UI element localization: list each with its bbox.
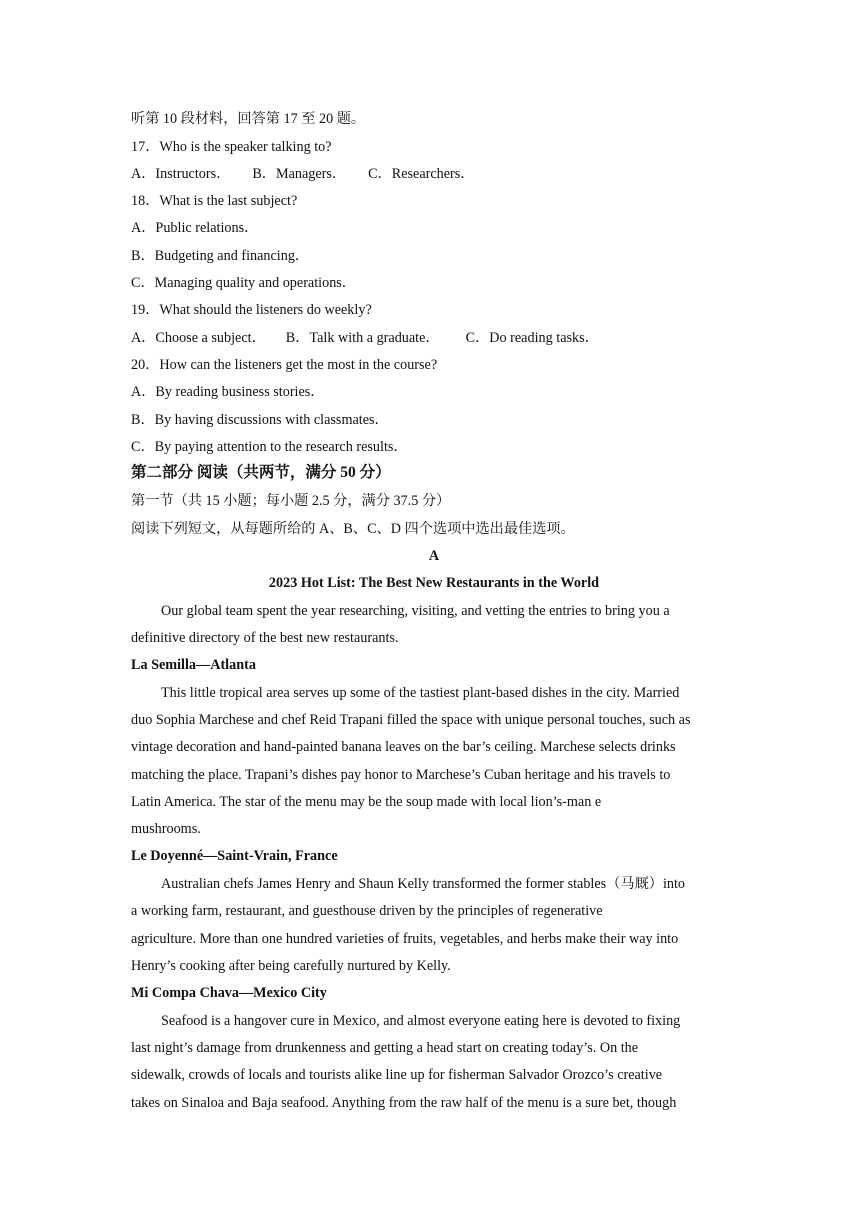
question-18-option-b: B．Budgeting and financing． xyxy=(131,248,310,264)
restaurant-2-line: Australian chefs James Henry and Shaun Kelly transformed the former stables（马厩）into xyxy=(161,876,686,892)
listening-intro: 听第 10 段材料，回答第 17 至 20 题。 xyxy=(131,111,366,127)
restaurant-1-line: mushrooms. xyxy=(131,821,201,837)
question-19-option-b: B．Talk with a graduate． xyxy=(285,330,440,346)
question-19-options xyxy=(131,329,599,347)
reading-section-title: 第一节（共 15 小题；每小题 2.5 分，满分 37.5 分） xyxy=(131,493,451,509)
question-20-option-b: B．By having discussions with classmates． xyxy=(131,412,389,428)
restaurant-3-line: Seafood is a hangover cure in Mexico, and almost everyone eating here is devoted to fixing xyxy=(161,1013,681,1029)
question-19-stem: 19．What should the listeners do weekly? xyxy=(131,302,372,318)
reading-part-title: 第二部分 阅读（共两节，满分 50 分） xyxy=(131,464,391,481)
question-17-options xyxy=(131,165,474,183)
question-17-option-c: C．Researchers． xyxy=(368,166,475,182)
intro-line: definitive directory of the best new restaurants. xyxy=(131,630,399,646)
passage-label: A xyxy=(428,548,440,564)
question-19-option-c: C．Do reading tasks． xyxy=(465,330,599,346)
restaurant-3-line: sidewalk, crowds of locals and tourists alike line up for fisherman Salvador Orozco’s creative xyxy=(131,1067,663,1083)
question-18-option-a: A．Public relations． xyxy=(131,220,259,236)
question-18-stem: 18．What is the last subject? xyxy=(131,193,298,209)
restaurant-3-line: takes on Sinaloa and Baja seafood. Anything from the raw half of the menu is a sure bet, though xyxy=(131,1095,677,1111)
reading-instruction: 阅读下列短文，从每题所给的 A、B、C、D 四个选项中选出最佳选项。 xyxy=(131,521,575,537)
question-20-option-a: A．By reading business stories． xyxy=(131,384,325,400)
restaurant-3-line: last night’s damage from drunkenness and getting a head start on creating today’s. On the xyxy=(131,1040,639,1056)
question-19-option-a: A．Choose a subject． xyxy=(131,330,266,346)
restaurant-2-line: a working farm, restaurant, and guesthouse driven by the principles of regenerative xyxy=(131,903,603,919)
question-17-stem: 17．Who is the speaker talking to? xyxy=(131,139,332,155)
intro-line: Our global team spent the year researching, visiting, and vetting the entries to bring you a xyxy=(161,603,670,619)
restaurant-1-name: La Semilla—Atlanta xyxy=(131,657,256,673)
restaurant-2-line: agriculture. More than one hundred varieties of fruits, vegetables, and herbs make their way into xyxy=(131,931,679,947)
restaurant-1-line: vintage decoration and hand-painted banana leaves on the bar’s ceiling. Marchese selects drinks xyxy=(131,739,676,755)
restaurant-2-name: Le Doyenné—Saint-Vrain, France xyxy=(131,848,338,864)
passage-title: 2023 Hot List: The Best New Restaurants in the World xyxy=(268,575,600,591)
question-20-option-c: C．By paying attention to the research results． xyxy=(131,439,408,455)
question-20-stem: 20．How can the listeners get the most in the course? xyxy=(131,357,438,373)
restaurant-1-line: Latin America. The star of the menu may be the soup made with local lion’s-man e xyxy=(131,794,602,810)
restaurant-2-line: Henry’s cooking after being carefully nurtured by Kelly. xyxy=(131,958,451,974)
restaurant-1-line: duo Sophia Marchese and chef Reid Trapani filled the space with unique personal touches, such as xyxy=(131,712,691,728)
question-17-option-b: B．Managers． xyxy=(252,166,347,182)
question-17-option-a: A．Instructors． xyxy=(131,166,231,182)
restaurant-3-name: Mi Compa Chava—Mexico City xyxy=(131,985,327,1001)
restaurant-1-line: matching the place. Trapani’s dishes pay honor to Marchese’s Cuban heritage and his travels to xyxy=(131,767,671,783)
question-18-option-c: C．Managing quality and operations． xyxy=(131,275,356,291)
restaurant-1-line: This little tropical area serves up some of the tastiest plant-based dishes in the city. Married xyxy=(161,685,680,701)
